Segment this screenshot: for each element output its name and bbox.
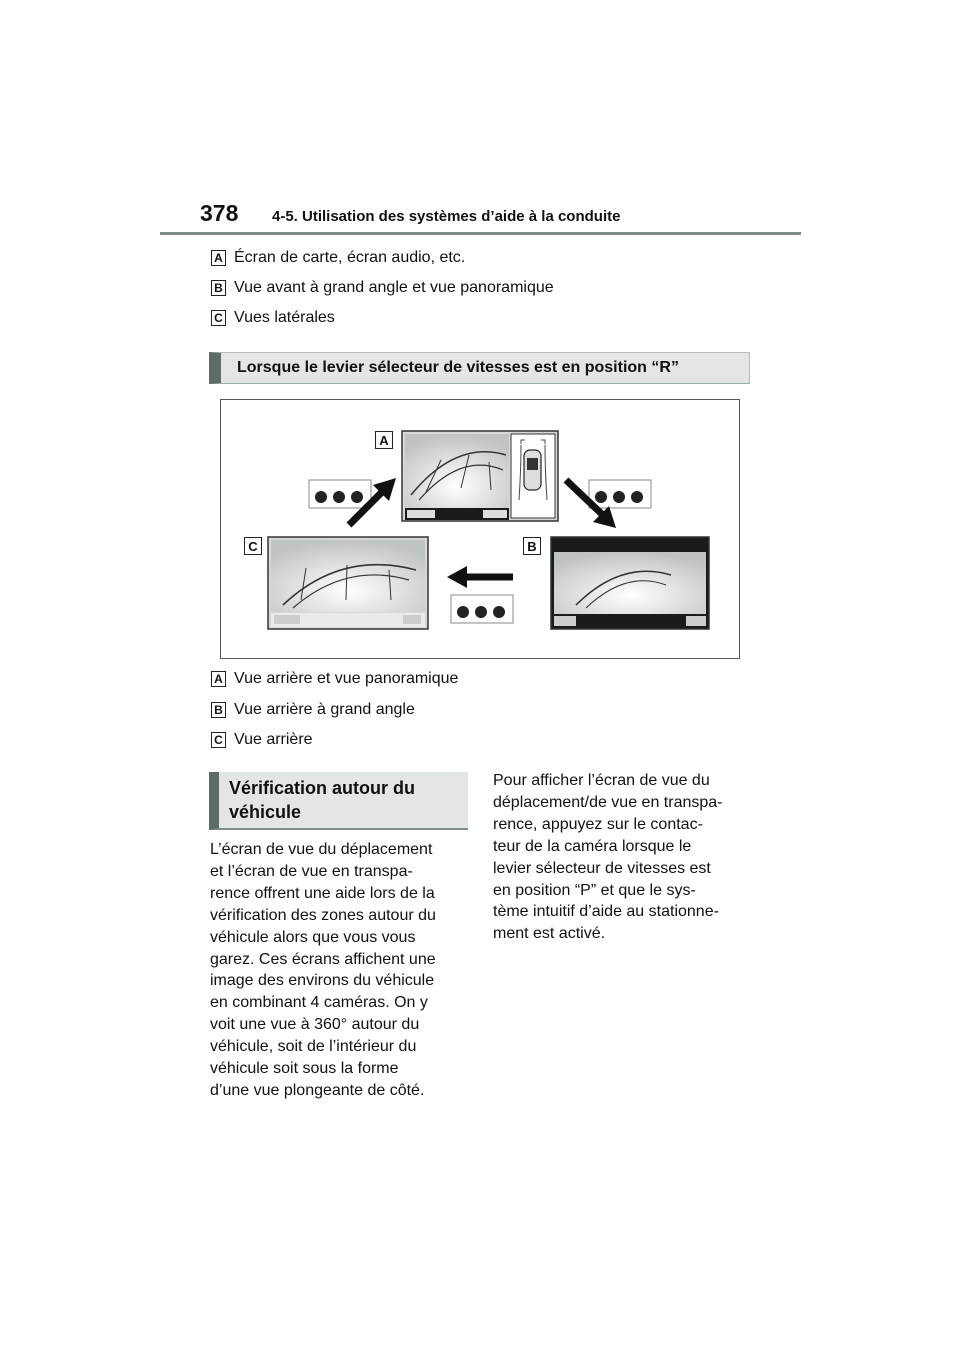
sensor-icon-group-left [309, 480, 371, 508]
list-item-text: Vue avant à grand angle et vue panoramique [234, 279, 554, 296]
text-line: véhicule alors que vous vous [210, 928, 416, 946]
camera-views-figure [220, 399, 740, 659]
section-banner: Lorsque le levier sélecteur de vitesses est en position “R” [209, 352, 750, 384]
list-item-text: Vue arrière [234, 731, 313, 748]
section-title: 4-5. Utilisation des systèmes d’aide à la conduite [272, 208, 621, 225]
figure-label-a: A [375, 431, 393, 449]
header-rule [160, 232, 801, 235]
letter-box: B [211, 702, 226, 718]
text-line: rence offrent une aide lors de la [210, 884, 435, 902]
list-item-text: Vues latérales [234, 309, 335, 326]
text-line: en combinant 4 caméras. On y [210, 994, 428, 1012]
figure-label-c: C [244, 537, 262, 555]
text-line: rence, appuyez sur le contac- [493, 815, 703, 833]
text-line: image des environs du véhicule [210, 972, 435, 990]
text-line: et l’écran de vue en transpa- [210, 862, 413, 880]
text-line: déplacement/de vue en transpa- [493, 793, 723, 811]
letter-box: C [211, 310, 226, 326]
text-line: L’écran de vue du déplacement [210, 841, 433, 858]
screen-a [402, 431, 558, 521]
right-paragraph [493, 770, 753, 945]
list-item-text: Vue arrière et vue panoramique [234, 670, 459, 687]
text-line: Pour afficher l’écran de vue du [493, 772, 710, 789]
text-line: voit une vue à 360° autour du [210, 1016, 420, 1034]
letter-box: B [211, 280, 226, 296]
text-line: tème intuitif d’aide au stationne- [493, 903, 719, 921]
text-line: ment est activé. [493, 925, 606, 943]
screen-c [268, 537, 428, 629]
left-paragraph [210, 839, 472, 1102]
heading-line: véhicule [229, 802, 302, 822]
letter-box: C [211, 732, 226, 748]
sensor-icon-group-right [589, 480, 651, 508]
letter-box: A [211, 250, 226, 266]
figure-illustration [221, 400, 739, 658]
figure-label-b: B [523, 537, 541, 555]
text-line: d’une vue plongeante de côté. [210, 1081, 425, 1099]
text-line: vérification des zones autour du [210, 906, 436, 924]
heading-line: Vérification autour du [229, 778, 416, 798]
text-line: en position “P” et que le sys- [493, 881, 696, 899]
list-item-text: Écran de carte, écran audio, etc. [234, 249, 466, 266]
list-item [211, 277, 554, 299]
letter-box: A [211, 671, 226, 687]
list-item [211, 247, 465, 269]
text-line: levier sélecteur de vitesses est [493, 859, 711, 877]
sensor-icon-group-bottom [451, 595, 513, 623]
text-line: garez. Ces écrans affichent une [210, 950, 436, 968]
text-line: véhicule, soit de l’intérieur du [210, 1038, 417, 1056]
page-number: 378 [200, 200, 239, 226]
list-item [211, 668, 458, 690]
text-line: véhicule soit sous la forme [210, 1060, 399, 1078]
list-item [211, 729, 313, 751]
arrow-left-icon [447, 566, 513, 588]
screen-b [551, 537, 709, 629]
list-item-text: Vue arrière à grand angle [234, 701, 415, 718]
section-heading [209, 772, 468, 830]
text-line: teur de la caméra lorsque le [493, 837, 692, 855]
list-item [211, 699, 415, 721]
list-item [211, 307, 335, 329]
